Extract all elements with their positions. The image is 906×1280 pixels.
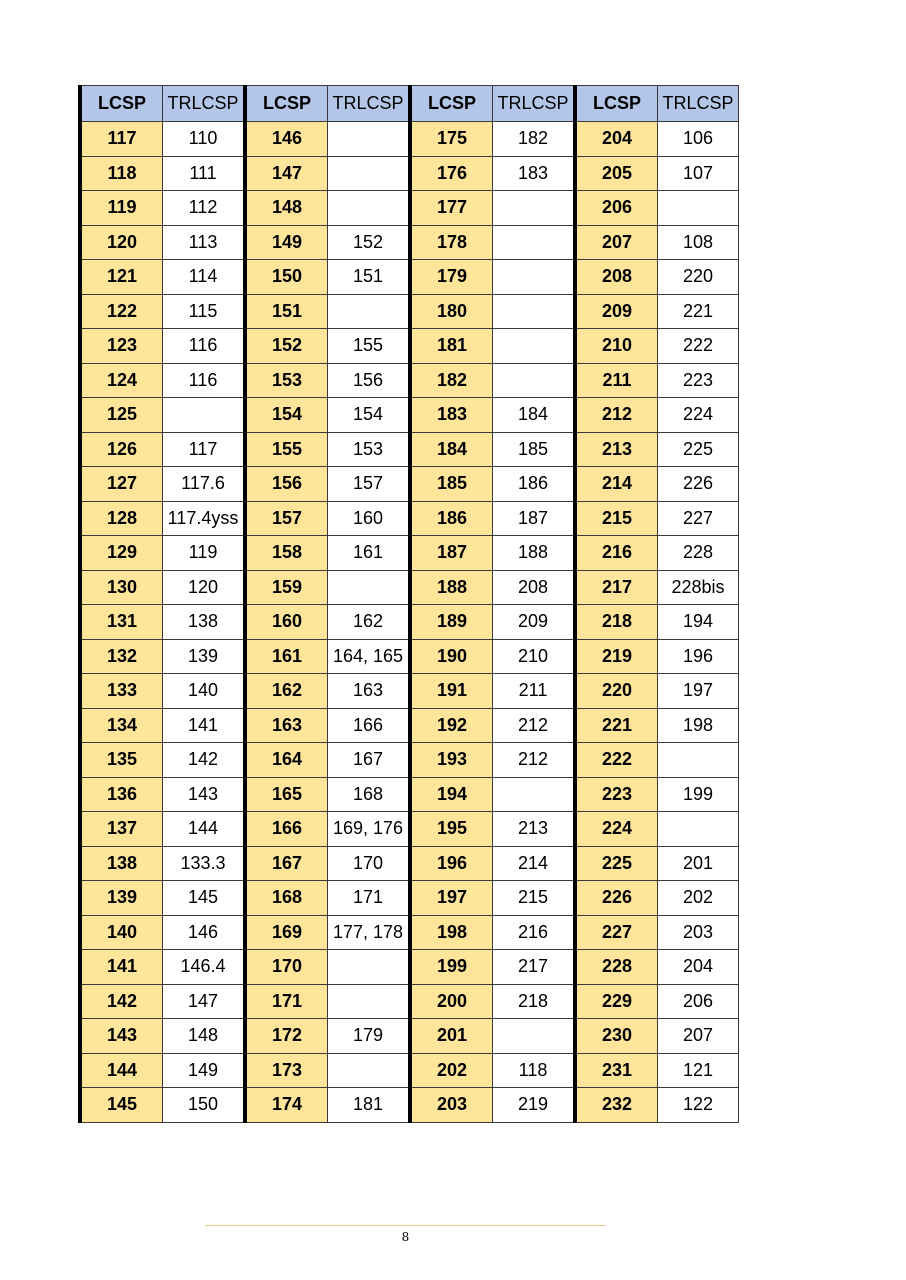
lcsp-cell: 214	[575, 467, 658, 502]
trlcsp-cell: 170	[328, 846, 411, 881]
trlcsp-cell: 181	[328, 1088, 411, 1123]
lcsp-cell: 225	[575, 846, 658, 881]
trlcsp-cell: 117.6	[163, 467, 246, 502]
lcsp-cell: 118	[80, 156, 163, 191]
trlcsp-cell: 162	[328, 605, 411, 640]
lcsp-cell: 220	[575, 674, 658, 709]
trlcsp-cell	[658, 191, 739, 226]
trlcsp-cell	[328, 122, 411, 157]
lcsp-cell: 164	[245, 743, 328, 778]
trlcsp-cell	[493, 225, 576, 260]
trlcsp-cell: 108	[658, 225, 739, 260]
lcsp-cell: 227	[575, 915, 658, 950]
trlcsp-cell	[493, 1019, 576, 1054]
lcsp-cell: 208	[575, 260, 658, 295]
lcsp-cell: 136	[80, 777, 163, 812]
trlcsp-cell: 146	[163, 915, 246, 950]
trlcsp-cell: 139	[163, 639, 246, 674]
trlcsp-cell: 196	[658, 639, 739, 674]
trlcsp-cell: 211	[493, 674, 576, 709]
lcsp-cell: 166	[245, 812, 328, 847]
lcsp-cell: 163	[245, 708, 328, 743]
trlcsp-cell: 202	[658, 881, 739, 916]
table-row	[80, 708, 739, 743]
trlcsp-cell: 144	[163, 812, 246, 847]
lcsp-cell: 127	[80, 467, 163, 502]
lcsp-cell: 187	[410, 536, 493, 571]
table-row	[80, 1053, 739, 1088]
trlcsp-cell: 208	[493, 570, 576, 605]
trlcsp-cell: 186	[493, 467, 576, 502]
trlcsp-cell: 117.4yss	[163, 501, 246, 536]
lcsp-cell: 154	[245, 398, 328, 433]
trlcsp-cell: 187	[493, 501, 576, 536]
table-row	[80, 260, 739, 295]
table-row	[80, 950, 739, 985]
lcsp-cell: 147	[245, 156, 328, 191]
trlcsp-cell: 217	[493, 950, 576, 985]
trlcsp-cell: 199	[658, 777, 739, 812]
trlcsp-cell	[493, 191, 576, 226]
lcsp-cell: 189	[410, 605, 493, 640]
table-row	[80, 467, 739, 502]
trlcsp-cell: 204	[658, 950, 739, 985]
table-row	[80, 225, 739, 260]
lcsp-cell: 165	[245, 777, 328, 812]
trlcsp-cell: 216	[493, 915, 576, 950]
lcsp-cell: 224	[575, 812, 658, 847]
lcsp-cell: 231	[575, 1053, 658, 1088]
trlcsp-cell: 224	[658, 398, 739, 433]
trlcsp-cell	[328, 984, 411, 1019]
lcsp-cell: 174	[245, 1088, 328, 1123]
trlcsp-cell: 219	[493, 1088, 576, 1123]
lcsp-cell: 201	[410, 1019, 493, 1054]
lcsp-cell: 172	[245, 1019, 328, 1054]
lcsp-cell: 181	[410, 329, 493, 364]
trlcsp-cell: 156	[328, 363, 411, 398]
lcsp-cell: 123	[80, 329, 163, 364]
table-row	[80, 432, 739, 467]
trlcsp-cell	[493, 329, 576, 364]
correspondence-table	[78, 85, 739, 1123]
lcsp-cell: 198	[410, 915, 493, 950]
trlcsp-cell: 142	[163, 743, 246, 778]
trlcsp-cell: 112	[163, 191, 246, 226]
lcsp-cell: 184	[410, 432, 493, 467]
table-row	[80, 777, 739, 812]
trlcsp-cell: 214	[493, 846, 576, 881]
lcsp-cell: 173	[245, 1053, 328, 1088]
lcsp-cell: 193	[410, 743, 493, 778]
trlcsp-cell	[493, 363, 576, 398]
trlcsp-cell: 141	[163, 708, 246, 743]
trlcsp-cell: 118	[493, 1053, 576, 1088]
trlcsp-cell: 203	[658, 915, 739, 950]
table-row	[80, 191, 739, 226]
trlcsp-cell: 143	[163, 777, 246, 812]
lcsp-cell: 210	[575, 329, 658, 364]
lcsp-cell: 120	[80, 225, 163, 260]
lcsp-cell: 195	[410, 812, 493, 847]
lcsp-cell: 126	[80, 432, 163, 467]
trlcsp-cell: 122	[658, 1088, 739, 1123]
trlcsp-cell: 153	[328, 432, 411, 467]
lcsp-cell: 177	[410, 191, 493, 226]
trlcsp-cell: 194	[658, 605, 739, 640]
lcsp-cell: 175	[410, 122, 493, 157]
lcsp-cell: 179	[410, 260, 493, 295]
trlcsp-cell	[328, 191, 411, 226]
trlcsp-cell: 155	[328, 329, 411, 364]
page-number: 8	[401, 1230, 410, 1244]
table-row	[80, 915, 739, 950]
table-row	[80, 536, 739, 571]
lcsp-cell: 131	[80, 605, 163, 640]
lcsp-cell: 168	[245, 881, 328, 916]
trlcsp-cell: 110	[163, 122, 246, 157]
table-row	[80, 156, 739, 191]
trlcsp-cell: 215	[493, 881, 576, 916]
trlcsp-cell	[493, 260, 576, 295]
lcsp-cell: 206	[575, 191, 658, 226]
trlcsp-cell: 218	[493, 984, 576, 1019]
lcsp-cell: 183	[410, 398, 493, 433]
table-row	[80, 294, 739, 329]
table-row	[80, 501, 739, 536]
trlcsp-cell: 197	[658, 674, 739, 709]
trlcsp-cell: 157	[328, 467, 411, 502]
table-row	[80, 329, 739, 364]
table-row	[80, 639, 739, 674]
trlcsp-cell: 113	[163, 225, 246, 260]
trlcsp-cell	[658, 812, 739, 847]
trlcsp-cell: 149	[163, 1053, 246, 1088]
table-row	[80, 605, 739, 640]
lcsp-cell: 157	[245, 501, 328, 536]
trlcsp-cell: 116	[163, 329, 246, 364]
lcsp-cell: 158	[245, 536, 328, 571]
lcsp-cell: 144	[80, 1053, 163, 1088]
trlcsp-cell: 177, 178	[328, 915, 411, 950]
lcsp-cell: 230	[575, 1019, 658, 1054]
trlcsp-cell: 185	[493, 432, 576, 467]
trlcsp-cell: 116	[163, 363, 246, 398]
header-cell-lcsp: LCSP	[410, 86, 493, 122]
trlcsp-cell: 182	[493, 122, 576, 157]
lcsp-cell: 160	[245, 605, 328, 640]
trlcsp-cell: 166	[328, 708, 411, 743]
lcsp-cell: 130	[80, 570, 163, 605]
lcsp-cell: 176	[410, 156, 493, 191]
lcsp-cell: 191	[410, 674, 493, 709]
lcsp-cell: 140	[80, 915, 163, 950]
lcsp-cell: 228	[575, 950, 658, 985]
lcsp-cell: 200	[410, 984, 493, 1019]
lcsp-cell: 117	[80, 122, 163, 157]
trlcsp-cell: 151	[328, 260, 411, 295]
trlcsp-cell: 138	[163, 605, 246, 640]
lcsp-cell: 134	[80, 708, 163, 743]
trlcsp-cell: 179	[328, 1019, 411, 1054]
trlcsp-cell: 119	[163, 536, 246, 571]
lcsp-cell: 128	[80, 501, 163, 536]
lcsp-cell: 135	[80, 743, 163, 778]
trlcsp-cell: 212	[493, 708, 576, 743]
trlcsp-cell: 171	[328, 881, 411, 916]
footer-rule	[205, 1225, 606, 1226]
table-row	[80, 984, 739, 1019]
trlcsp-cell	[328, 950, 411, 985]
lcsp-cell: 186	[410, 501, 493, 536]
lcsp-cell: 156	[245, 467, 328, 502]
lcsp-cell: 182	[410, 363, 493, 398]
lcsp-cell: 221	[575, 708, 658, 743]
lcsp-cell: 153	[245, 363, 328, 398]
table-row	[80, 363, 739, 398]
trlcsp-cell	[163, 398, 246, 433]
lcsp-cell: 185	[410, 467, 493, 502]
trlcsp-cell: 225	[658, 432, 739, 467]
table-row	[80, 812, 739, 847]
table-row	[80, 881, 739, 916]
trlcsp-cell: 206	[658, 984, 739, 1019]
trlcsp-cell: 121	[658, 1053, 739, 1088]
lcsp-cell: 229	[575, 984, 658, 1019]
trlcsp-cell: 154	[328, 398, 411, 433]
table-row	[80, 846, 739, 881]
lcsp-cell: 143	[80, 1019, 163, 1054]
lcsp-cell: 207	[575, 225, 658, 260]
lcsp-cell: 178	[410, 225, 493, 260]
lcsp-cell: 192	[410, 708, 493, 743]
trlcsp-cell: 220	[658, 260, 739, 295]
trlcsp-cell	[328, 156, 411, 191]
lcsp-cell: 223	[575, 777, 658, 812]
lcsp-cell: 161	[245, 639, 328, 674]
trlcsp-cell: 169, 176	[328, 812, 411, 847]
trlcsp-cell: 209	[493, 605, 576, 640]
lcsp-cell: 137	[80, 812, 163, 847]
header-cell-trlcsp: TRLCSP	[493, 86, 576, 122]
trlcsp-cell: 111	[163, 156, 246, 191]
trlcsp-cell: 117	[163, 432, 246, 467]
trlcsp-cell: 183	[493, 156, 576, 191]
lcsp-cell: 124	[80, 363, 163, 398]
trlcsp-cell	[328, 1053, 411, 1088]
table-row	[80, 674, 739, 709]
header-cell-trlcsp: TRLCSP	[328, 86, 411, 122]
lcsp-cell: 205	[575, 156, 658, 191]
trlcsp-cell: 212	[493, 743, 576, 778]
lcsp-cell: 149	[245, 225, 328, 260]
lcsp-cell: 169	[245, 915, 328, 950]
lcsp-cell: 216	[575, 536, 658, 571]
header-cell-trlcsp: TRLCSP	[658, 86, 739, 122]
lcsp-cell: 219	[575, 639, 658, 674]
trlcsp-cell: 115	[163, 294, 246, 329]
table-row	[80, 1019, 739, 1054]
lcsp-cell: 119	[80, 191, 163, 226]
trlcsp-cell: 188	[493, 536, 576, 571]
lcsp-cell: 151	[245, 294, 328, 329]
header-cell-trlcsp: TRLCSP	[163, 86, 246, 122]
lcsp-cell: 121	[80, 260, 163, 295]
lcsp-cell: 190	[410, 639, 493, 674]
lcsp-cell: 199	[410, 950, 493, 985]
lcsp-cell: 145	[80, 1088, 163, 1123]
lcsp-cell: 162	[245, 674, 328, 709]
lcsp-cell: 226	[575, 881, 658, 916]
trlcsp-cell: 226	[658, 467, 739, 502]
lcsp-cell: 222	[575, 743, 658, 778]
trlcsp-cell: 163	[328, 674, 411, 709]
trlcsp-cell: 227	[658, 501, 739, 536]
trlcsp-cell: 168	[328, 777, 411, 812]
lcsp-cell: 142	[80, 984, 163, 1019]
trlcsp-cell: 160	[328, 501, 411, 536]
lcsp-cell: 204	[575, 122, 658, 157]
lcsp-cell: 132	[80, 639, 163, 674]
trlcsp-cell: 152	[328, 225, 411, 260]
table-row	[80, 743, 739, 778]
lcsp-cell: 171	[245, 984, 328, 1019]
header-cell-lcsp: LCSP	[80, 86, 163, 122]
trlcsp-cell: 133.3	[163, 846, 246, 881]
trlcsp-cell: 120	[163, 570, 246, 605]
header-row	[80, 86, 739, 122]
trlcsp-cell: 147	[163, 984, 246, 1019]
lcsp-cell: 194	[410, 777, 493, 812]
lcsp-cell: 152	[245, 329, 328, 364]
trlcsp-cell: 167	[328, 743, 411, 778]
lcsp-cell: 213	[575, 432, 658, 467]
header-cell-lcsp: LCSP	[575, 86, 658, 122]
lcsp-cell: 170	[245, 950, 328, 985]
trlcsp-cell: 106	[658, 122, 739, 157]
trlcsp-cell: 184	[493, 398, 576, 433]
trlcsp-cell	[493, 777, 576, 812]
trlcsp-cell: 210	[493, 639, 576, 674]
table-body	[80, 122, 739, 1123]
table-header	[80, 86, 739, 122]
lcsp-cell: 167	[245, 846, 328, 881]
lcsp-cell: 217	[575, 570, 658, 605]
lcsp-cell: 188	[410, 570, 493, 605]
trlcsp-cell: 148	[163, 1019, 246, 1054]
trlcsp-cell: 146.4	[163, 950, 246, 985]
lcsp-cell: 159	[245, 570, 328, 605]
lcsp-cell: 122	[80, 294, 163, 329]
trlcsp-cell: 161	[328, 536, 411, 571]
lcsp-cell: 196	[410, 846, 493, 881]
trlcsp-cell	[328, 570, 411, 605]
lcsp-cell: 218	[575, 605, 658, 640]
header-cell-lcsp: LCSP	[245, 86, 328, 122]
trlcsp-cell	[328, 294, 411, 329]
trlcsp-cell: 221	[658, 294, 739, 329]
lcsp-cell: 211	[575, 363, 658, 398]
lcsp-cell: 138	[80, 846, 163, 881]
table-row	[80, 398, 739, 433]
lcsp-cell: 155	[245, 432, 328, 467]
trlcsp-cell: 114	[163, 260, 246, 295]
lcsp-cell: 141	[80, 950, 163, 985]
trlcsp-cell: 145	[163, 881, 246, 916]
trlcsp-cell: 198	[658, 708, 739, 743]
lcsp-cell: 197	[410, 881, 493, 916]
lcsp-cell: 125	[80, 398, 163, 433]
trlcsp-cell: 150	[163, 1088, 246, 1123]
table-row	[80, 1088, 739, 1123]
table-row	[80, 570, 739, 605]
trlcsp-cell: 213	[493, 812, 576, 847]
trlcsp-cell: 107	[658, 156, 739, 191]
lcsp-cell: 209	[575, 294, 658, 329]
trlcsp-cell: 228	[658, 536, 739, 571]
trlcsp-cell: 223	[658, 363, 739, 398]
lcsp-cell: 203	[410, 1088, 493, 1123]
lcsp-cell: 212	[575, 398, 658, 433]
trlcsp-cell: 228bis	[658, 570, 739, 605]
lcsp-cell: 133	[80, 674, 163, 709]
trlcsp-cell	[493, 294, 576, 329]
lcsp-cell: 202	[410, 1053, 493, 1088]
lcsp-cell: 139	[80, 881, 163, 916]
lcsp-cell: 146	[245, 122, 328, 157]
trlcsp-cell: 164, 165	[328, 639, 411, 674]
trlcsp-cell: 140	[163, 674, 246, 709]
trlcsp-cell	[658, 743, 739, 778]
trlcsp-cell: 222	[658, 329, 739, 364]
lcsp-cell: 129	[80, 536, 163, 571]
lcsp-cell: 180	[410, 294, 493, 329]
table-row	[80, 122, 739, 157]
lcsp-cell: 148	[245, 191, 328, 226]
lcsp-cell: 150	[245, 260, 328, 295]
lcsp-cell: 232	[575, 1088, 658, 1123]
trlcsp-cell: 201	[658, 846, 739, 881]
trlcsp-cell: 207	[658, 1019, 739, 1054]
lcsp-cell: 215	[575, 501, 658, 536]
